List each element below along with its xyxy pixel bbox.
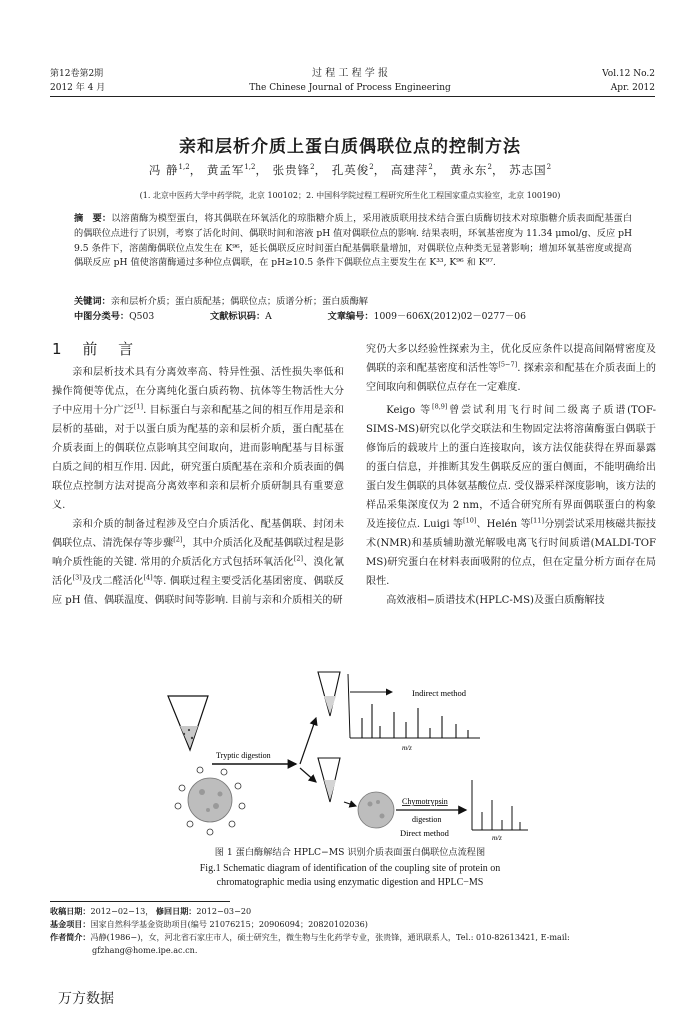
right-column bbox=[366, 340, 656, 610]
tryptic-label: Tryptic digestion bbox=[216, 751, 271, 760]
author: 孔英俊$^2$ bbox=[331, 163, 374, 177]
watermark: 万方数据 bbox=[58, 991, 114, 1007]
indirect-spectrum bbox=[348, 674, 480, 738]
mz-label: m/z bbox=[402, 744, 412, 752]
author: 冯 静$^{1,2}$ bbox=[148, 163, 190, 177]
header-journal-cn: 过 程 工 程 学 报 bbox=[312, 68, 388, 79]
header-volume-en: Vol.12 No.2 bbox=[602, 69, 655, 79]
header-date-cn: 2012 年 4 月 bbox=[50, 83, 106, 93]
paragraph: 亲和层析技术具有分离效率高、特异性强、活性损失率低和操作简便等优点，在分离纯化蛋白质药物、抗体等生物活性大分子中应用十分广泛[1]. 目标蛋白与亲和配基之间的相互作用是亲和层析的基础，对于以蛋白质为配基的亲和层析介质，蛋白配基在介质表面上的偶联位点影响其空间取向，进而影响配基与目标蛋白质之间的相互作用. 因此，研究蛋白质配基在亲和介质表面的偶联位点控制方法对提高分离效率和亲和层析介质研制具有重要意义. bbox=[52, 367, 345, 511]
footnote-rule bbox=[50, 901, 230, 902]
keywords-label: 关键词： bbox=[74, 296, 111, 307]
keywords-text: 亲和层析介质；蛋白质配基；偶联位点；质谱分析；蛋白质酶解 bbox=[110, 296, 368, 307]
paragraph: 亲和介质的制备过程涉及空白介质活化、配基偶联、封闭未偶联位点、清洗保存等步骤[2]，其中介质活化及配基偶联过程是影响介质性能的关键. 常用的介质活化方式包括环氧活化[2]、溴化氰活化[3]及戊二醛活化[4]等. 偶联过程主要受活化基团密度、偶联反应 pH 值、偶联温度、偶联时间等影响. 目前与亲和介质相关的研 bbox=[52, 519, 345, 606]
header-volume-cn: 第12卷第2期 bbox=[50, 69, 104, 79]
paper-title: 亲和层析介质上蛋白质偶联位点的控制方法 bbox=[179, 137, 521, 157]
direct-spectrum bbox=[472, 780, 528, 830]
figure-caption-en-1: Fig.1 Schematic diagram of identification of the coupling site of protein on bbox=[199, 863, 501, 874]
header-journal-en: The Chinese Journal of Process Engineering bbox=[249, 83, 451, 93]
classification-line: 中图分类号：Q503 文献标识码：A 文章编号：1009－606X(2012)02－0277－06 bbox=[74, 311, 526, 322]
abstract-text: 以溶菌酶为模型蛋白，将其偶联在环氧活化的琼脂糖介质上，采用液质联用技术结合蛋白质酶切技术对琼脂糖介质表面配基蛋白的偶联位点进行了识别，考察了活化时间、偶联时间和溶液 pH 值对偶联位点的影响. 结果表明，环氧基密度为 11.34 μmol/g、反应 pH 9.5 条件下，溶菌酶偶联位点发生在 K⁹⁶，延长偶联反应时间蛋白配基偶联量增加，对偶联位点种类无显著影响；增加环氧基密度或提高偶联反应 pH 值使溶菌酶通过多种位点偶联，在 pH≥10.5 条件下偶联位点主要发生在 K³³, K⁹⁶ 和 K⁹⁷. bbox=[74, 213, 633, 269]
author: 黄孟军$^{1,2}$ bbox=[206, 163, 256, 177]
abstract-label: 摘 要： bbox=[74, 213, 112, 224]
affiliation: (1. 北京中医药大学中药学院，北京 100102；2. 中国科学院过程工程研究所生化工程国家重点实验室，北京 100190) bbox=[139, 191, 561, 200]
footnote-dates: 收稿日期：2012−02−13， 修回日期：2012−03−20 bbox=[50, 906, 252, 916]
mz-label: m/z bbox=[492, 834, 502, 840]
bead-icon bbox=[175, 767, 245, 835]
paragraph: Keigo 等[8,9]曾尝试利用飞行时间二级离子质谱(TOF-SIMS-MS)研究以化学交联法和生物固定法将溶菌酶蛋白偶联于修饰后的载玻片上的蛋白连接取向，该方法仅能获得在界面暴露的蛋白信息，并推断其发生偶联反应的蛋白侧面，不能明确给出蛋白发生偶联的具体氨基酸位点. 受仪器采样深度影响，该方法的样品采集深度仅为 2 nm，不适合研究所有界面偶联蛋白的构象及连接位点. Luigi 等[10]、Helén 等[11]分别尝试采用核磁共振技术(NMR)和基质辅助激光解吸电离飞行时间质谱(MALDI-TOF MS)研究蛋白在材料表面吸附的位点，但在定量分析方面存在局限性. bbox=[366, 402, 657, 587]
section-heading: 1 前 言 bbox=[52, 340, 142, 358]
figure-caption-cn: 图 1 蛋白酶解结合 HPLC−MS 识别介质表面蛋白偶联位点流程图 bbox=[214, 847, 486, 858]
footnote-fund: 基金项目：国家自然科学基金资助项目(编号 21076215；20906094；20820102036) bbox=[50, 919, 368, 929]
digestion-label: digestion bbox=[412, 815, 442, 824]
arrow-icon bbox=[300, 718, 316, 764]
direct-label: Direct method bbox=[400, 828, 449, 838]
chymotrypsin-label: Chymotrypsin bbox=[402, 797, 448, 806]
figure-caption-en-2: chromatographic media using enzymatic digestion and HPLC−MS bbox=[216, 877, 484, 888]
header-date-en: Apr. 2012 bbox=[610, 83, 655, 93]
author: 黄永东$^2$ bbox=[450, 163, 492, 177]
tube-icon bbox=[168, 696, 208, 750]
author-list: 冯 静$^{1,2}$， 黄孟军$^{1,2}$， 张贵锋$^2$， 孔英俊$^2$， 高建萍$^2$， 黄永东$^2$， 苏志国$^2$ bbox=[148, 163, 552, 177]
abstract bbox=[74, 212, 632, 271]
figure-schematic bbox=[150, 660, 550, 840]
footnote-email: gfzhang@home.ipe.ac.cn. bbox=[92, 945, 198, 955]
author: 高建萍$^2$ bbox=[390, 163, 433, 177]
tube-icon bbox=[318, 672, 340, 716]
paragraph: 高效液相−质谱技术(HPLC-MS)及蛋白质酶解技 bbox=[386, 595, 605, 606]
indirect-label: Indirect method bbox=[412, 688, 467, 698]
arrow-icon bbox=[344, 802, 356, 806]
header-rule bbox=[50, 96, 655, 97]
paragraph: 究仍大多以经验性探索为主，优化反应条件以提高间隔臂密度及偶联的亲和配基密度和活性等[5−7]. 探索亲和配基在介质表面上的空间取向和偶联位点存在一定难度. bbox=[366, 344, 656, 393]
keywords bbox=[74, 295, 634, 309]
bead-icon bbox=[358, 792, 394, 828]
left-column bbox=[52, 363, 344, 610]
tube-icon bbox=[318, 758, 340, 802]
author: 张贵锋$^2$ bbox=[272, 163, 315, 177]
footnote-author: 作者简介：冯静(1986−)，女，河北省石家庄市人，硕士研究生，微生物与生化药学专业，张贵锋，通讯联系人，Tel.: 010-82613421, E-mail: bbox=[50, 932, 570, 942]
author: 苏志国$^2$ bbox=[509, 163, 552, 177]
arrow-icon bbox=[300, 768, 316, 782]
